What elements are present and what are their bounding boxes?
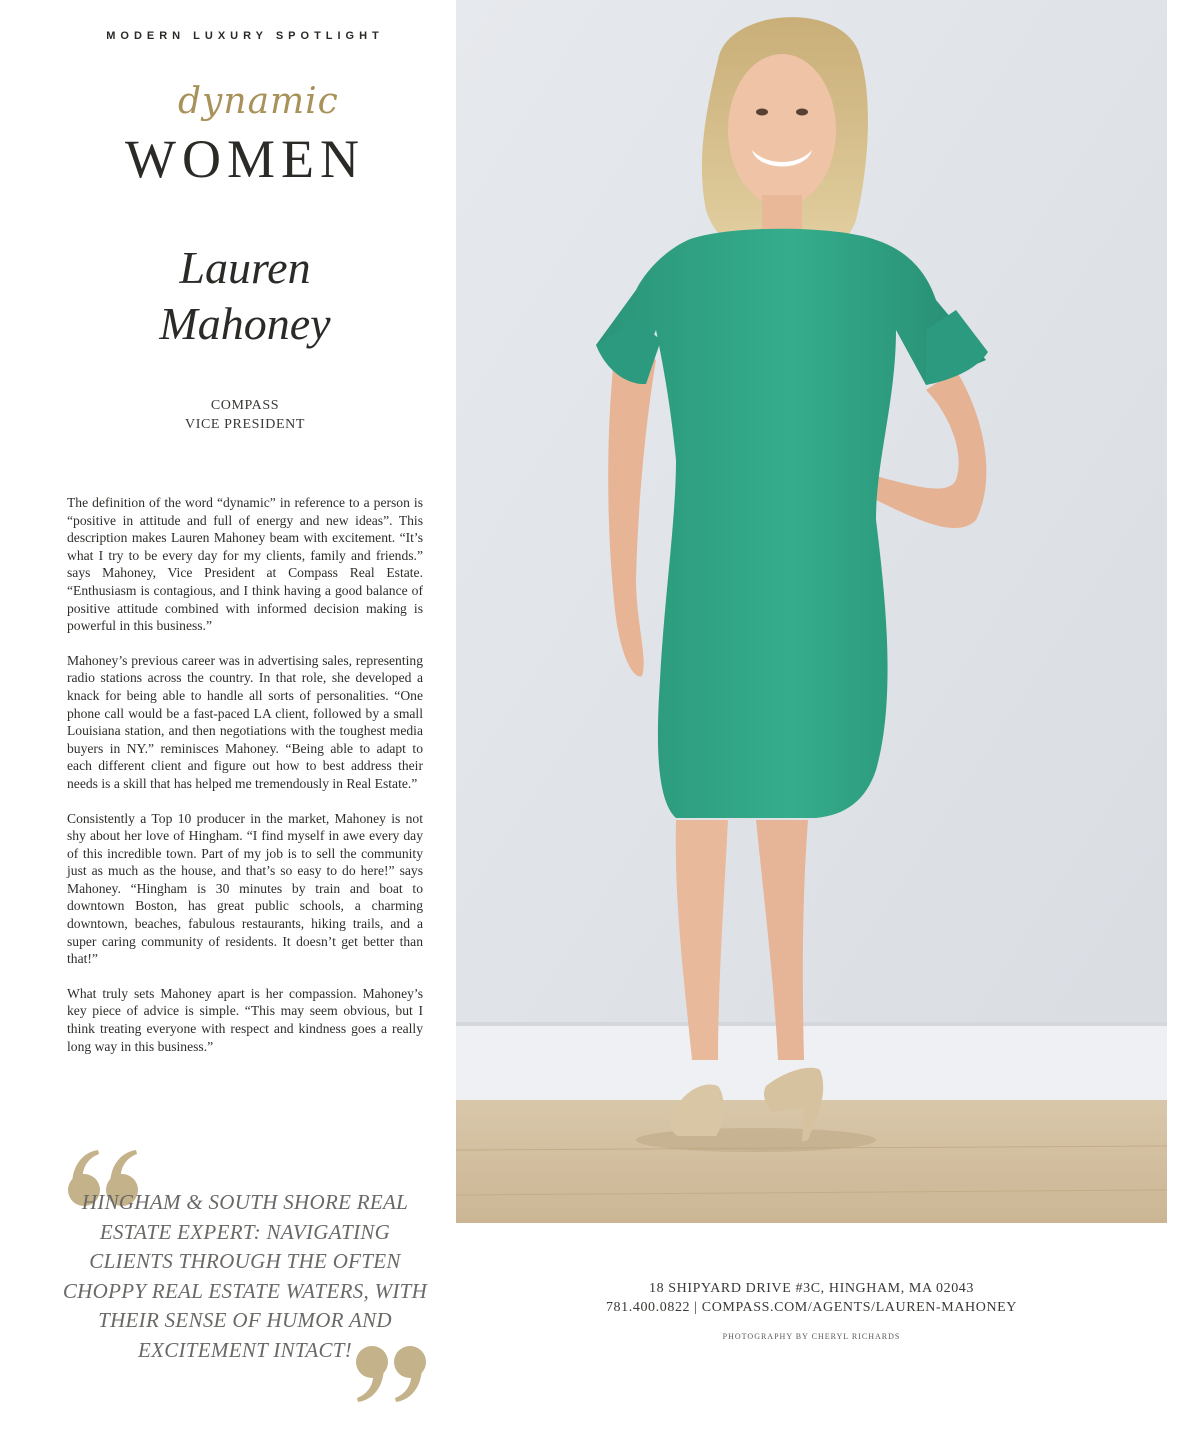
first-name: Lauren [179, 242, 311, 293]
section-kicker: MODERN LUXURY SPOTLIGHT [106, 30, 384, 42]
phone-website[interactable]: 781.400.0822 | COMPASS.COM/AGENTS/LAUREN-MAHONEY [605, 1300, 1018, 1315]
article-paragraph: Mahoney’s previous career was in advertising sales, representing radio stations across the country. In that role, she developed a knack for being able to handle all sorts of personalities. “One phone call would be a fast-paced LA client, followed by a small Louisiana station, and then negotiations with the toughest media buyers in NY.” reminisces Mahoney. “Being able to adapt to each different client and figure out how to best address their needs is a skill that has helped me tremendously in Real Estate.” [67, 652, 423, 791]
contact-info [456, 1279, 1167, 1317]
portrait-illustration [456, 0, 1167, 1223]
article-paragraph: What truly sets Mahoney apart is her compassion. Mahoney’s key piece of advice is simple. “This may seem obvious, but I think treating everyone with respect and kindness goes a really long way in this business.” [67, 985, 423, 1054]
photo-credit: PHOTOGRAPHY BY CHERYL RICHARDS [722, 1332, 901, 1341]
job-title: VICE PRESIDENT [184, 417, 305, 432]
close-quote-icon [350, 1344, 428, 1404]
pull-quote [60, 1148, 430, 1408]
company-name: COMPASS [210, 398, 280, 413]
article-paragraph: The definition of the word “dynamic” in reference to a person is “positive in attitude and full of energy and new ideas”. This description makes Lauren Mahoney beam with excitement. “It’s what I try to be every day for my clients, family and friends.” says Mahoney, Vice President at Compass Real Estate. “Enthusiasm is contagious, and I think having a good balance of positive attitude combined with informed decision making is powerful in this business.” [67, 495, 423, 634]
last-name: Mahoney [159, 298, 331, 349]
logo-main-word: WOMEN [125, 129, 365, 189]
portrait-photo [456, 0, 1167, 1223]
address: 18 SHIPYARD DRIVE #3C, HINGHAM, MA 02043 [648, 1281, 975, 1296]
left-column [0, 0, 490, 1433]
profile-name [0, 240, 490, 352]
pull-quote-text: HINGHAM & SOUTH SHORE REAL ESTATE EXPERT: NAVIGATING CLIENTS THROUGH THE OFTEN CHOPPY REAL ESTATE WATERS, WITH THEIR SENSE OF HUMOR AND EXCITEMENT INTACT! [62, 1190, 428, 1362]
profile-affiliation [0, 396, 490, 434]
logo-script-word: dynamic [178, 81, 339, 122]
article-paragraph: Consistently a Top 10 producer in the market, Mahoney is not shy about her love of Hingham. “I find myself in awe every day of this incredible town. Part of my job is to sell the community just as much as the house, and that’s so easy to do here!” says Mahoney. “Hingham is 30 minutes by train and boat to downtown Boston, has great public schools, a charming downtown, beaches, fabulous restaurants, hiking trails, and a super caring community of residents. It doesn’t get better than that!” [67, 810, 423, 967]
dynamic-women-logo [0, 80, 490, 200]
article-body [67, 494, 423, 1072]
